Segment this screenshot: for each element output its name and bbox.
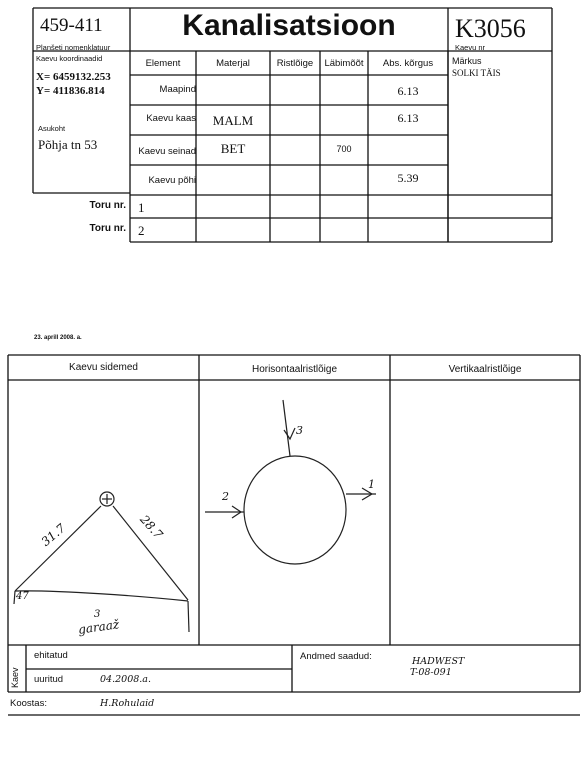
row-element: Kaevu põhi <box>148 175 196 186</box>
tie-right-distance: 28.7 <box>137 512 166 542</box>
location: Põhja tn 53 <box>38 137 98 152</box>
nomenclature: 459-411 <box>40 15 103 36</box>
location-label: Asukoht <box>38 124 66 133</box>
surveyed-value: 04.2008.a. <box>100 674 151 685</box>
page-title: Kanalisatsioon <box>182 9 396 42</box>
surveyed-label: uuritud <box>34 674 64 685</box>
coord-x: X= 6459132.253 <box>36 71 111 83</box>
pipe-label: Toru nr. <box>89 200 126 211</box>
row-element: Kaevu kaas <box>146 113 196 124</box>
pipe-mark-3: 3 <box>296 424 303 437</box>
col-diameter: Läbimõõt <box>324 58 364 69</box>
pipe-mark-2: 2 <box>222 490 229 503</box>
bottom-note: garaaž <box>77 617 120 637</box>
source-line2: T-08-091 <box>410 667 452 678</box>
corner-label: 47 <box>16 591 29 602</box>
tie-left-distance: 31.7 <box>38 521 69 549</box>
compiled-value: H.Rohulaid <box>100 698 155 709</box>
pipe-label: Toru nr. <box>89 223 126 234</box>
row-element: Maapind <box>159 84 196 95</box>
well-number: K3056 <box>455 14 526 43</box>
panel-title-horizontal: Horisontaalristlõige <box>251 364 338 375</box>
remarks-label: Märkus <box>452 56 482 66</box>
coord-y: Y= 411836.814 <box>36 85 105 97</box>
panel-title-vertical: Vertikaalristlõige <box>448 364 522 375</box>
source-line1: HADWEST <box>412 656 465 667</box>
row-height: 6.13 <box>397 111 419 125</box>
row-height: 6.13 <box>397 84 419 98</box>
col-cross-section: Ristlõige <box>276 58 314 69</box>
row-material: MALM <box>212 113 254 128</box>
tie-sketch <box>14 492 189 632</box>
remarks: SOLKI TÄIS <box>452 68 501 78</box>
col-abs-height: Abs. kõrgus <box>382 58 434 69</box>
row-height: 5.39 <box>397 171 419 185</box>
pipe-number: 1 <box>138 200 145 215</box>
side-label: Kaev <box>10 667 20 688</box>
well-number-label: Kaevu nr <box>455 43 486 52</box>
panel-title-ties: Kaevu sidemed <box>69 362 138 373</box>
row-element: Kaevu seinad <box>138 146 196 157</box>
plan-sketch <box>205 400 376 564</box>
col-element: Element <box>145 58 181 69</box>
coords-label: Kaevu koordinaadid <box>36 54 103 63</box>
pipe-number: 2 <box>138 223 145 238</box>
date-note: 23. aprill 2008. a. <box>34 335 82 341</box>
bottom-mark: 3 <box>94 609 101 620</box>
row-material: BET <box>220 141 246 156</box>
source-label: Andmed saadud: <box>300 651 372 662</box>
col-material: Materjal <box>216 58 250 69</box>
row-diameter: 700 <box>336 144 352 154</box>
compiled-label: Koostas: <box>10 698 47 709</box>
built-label: ehitatud <box>34 650 68 661</box>
nomenclature-label: Planšeti nomenklatuur <box>36 43 111 52</box>
pipe-mark-1: 1 <box>368 478 375 491</box>
